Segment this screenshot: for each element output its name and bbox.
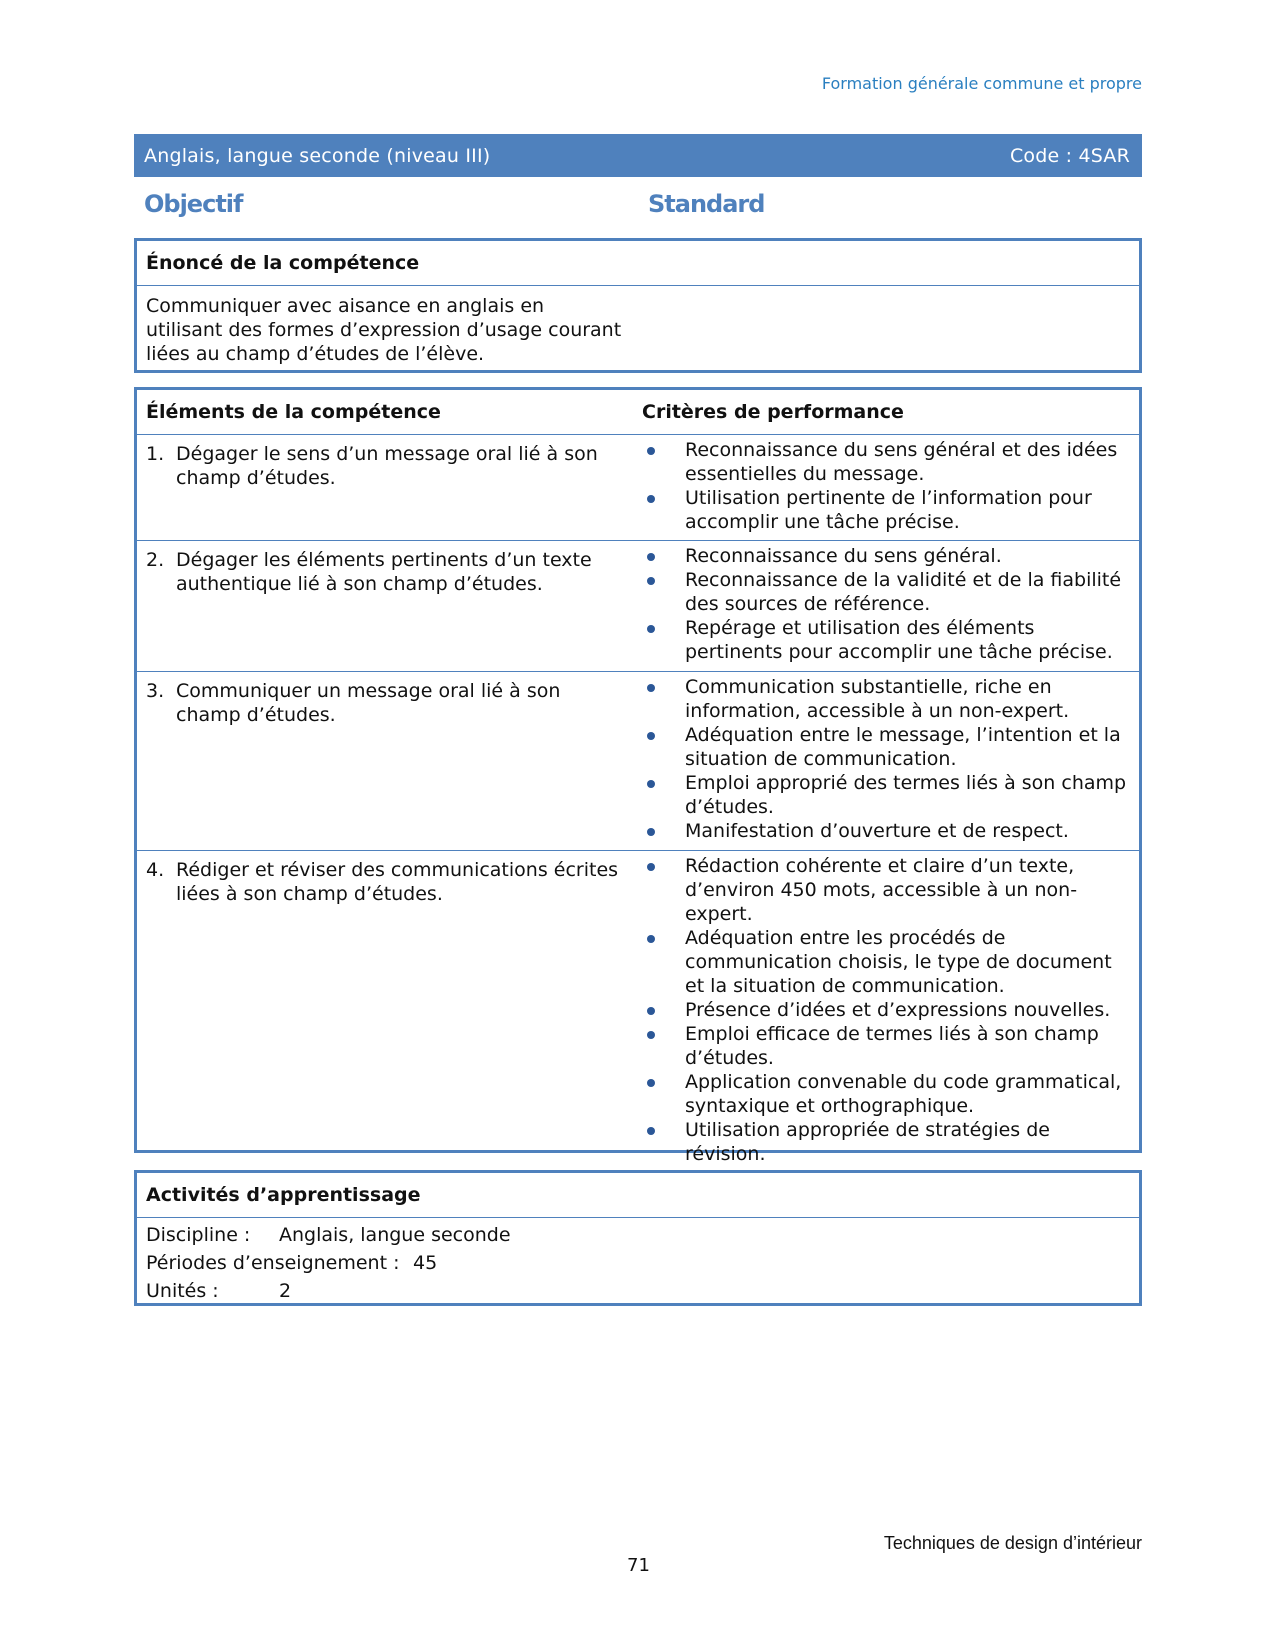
bullet-icon (641, 819, 685, 843)
bullet-icon (641, 544, 685, 568)
element-number: 2. (146, 549, 165, 571)
bullet-icon (641, 771, 685, 819)
enonce-text: Communiquer avec aisance en anglais en utilisant des formes d’expression d’usage courant liées au champ d’études de l’élève. (146, 295, 622, 365)
elements-column-header: Éléments de la compétence (146, 401, 441, 423)
discipline-label: Discipline : (146, 1224, 251, 1246)
element-text: Rédiger et réviser des communications écrites liées à son champ d’études. (176, 859, 619, 905)
bullet-icon (641, 1070, 685, 1118)
criterion-item: Rédaction cohérente et claire d’un texte, d’environ 450 mots, accessible à un non-expert. (641, 854, 1129, 926)
bullet-icon (641, 1022, 685, 1070)
criterion-item: Reconnaissance de la validité et de la fiabilité des sources de référence. (641, 568, 1129, 616)
footer-program: Techniques de design d’intérieur (883, 1533, 1142, 1553)
unites-label: Unités : (146, 1280, 219, 1302)
element-number: 4. (146, 859, 165, 881)
discipline-value: Anglais, langue seconde (279, 1224, 511, 1246)
activites-title: Activités d’apprentissage (137, 1173, 1139, 1218)
criterion-item: Utilisation appropriée de stratégies de révision. (641, 1118, 1129, 1166)
unites-line (146, 1277, 1130, 1305)
criterion-item: Emploi approprié des termes liés à son champ d’études. (641, 771, 1129, 819)
criterion-item: Reconnaissance du sens général et des idées essentielles du message. (641, 438, 1129, 486)
page-number: 71 (627, 1555, 650, 1576)
standard-heading: Standard (648, 190, 765, 218)
enonce-box (134, 238, 1142, 373)
running-header: Formation générale commune et propre (821, 74, 1142, 93)
unites-value: 2 (279, 1280, 292, 1302)
element-text: Communiquer un message oral lié à son champ d’études. (176, 680, 561, 726)
table-row (137, 672, 1139, 851)
criterion-item: Adéquation entre les procédés de communication choisis, le type de document et la situation de communication. (641, 926, 1129, 998)
bullet-icon (641, 1118, 685, 1166)
periodes-line (146, 1249, 1130, 1277)
criterion-item: Adéquation entre le message, l’intention et la situation de communication. (641, 723, 1129, 771)
bullet-icon (641, 998, 685, 1022)
bullet-icon (641, 616, 685, 664)
bullet-icon (641, 854, 685, 926)
criterion-item: Repérage et utilisation des éléments pertinents pour accomplir une tâche précise. (641, 616, 1129, 664)
table-row (137, 435, 1139, 541)
activites-box (134, 1170, 1142, 1306)
element-text: Dégager le sens d’un message oral lié à son champ d’études. (176, 443, 598, 489)
periodes-value: 45 (413, 1252, 438, 1274)
discipline-line (146, 1221, 1130, 1249)
enonce-title: Énoncé de la compétence (137, 241, 1139, 286)
elements-table (134, 387, 1142, 1165)
table-row (137, 851, 1139, 1165)
criteria-column-header: Critères de performance (642, 401, 904, 423)
bullet-icon (641, 438, 685, 486)
periodes-label: Périodes d’enseignement : (146, 1252, 400, 1274)
table-row (137, 541, 1139, 672)
criterion-item: Emploi efficace de termes liés à son champ d’études. (641, 1022, 1129, 1070)
criterion-item: Présence d’idées et d’expressions nouvelles. (641, 998, 1129, 1022)
objectif-heading: Objectif (144, 190, 243, 218)
element-text: Dégager les éléments pertinents d’un texte authentique lié à son champ d’études. (176, 549, 592, 595)
element-number: 3. (146, 680, 165, 702)
element-number: 1. (146, 443, 165, 465)
criterion-item: Manifestation d’ouverture et de respect. (641, 819, 1129, 843)
bullet-icon (641, 723, 685, 771)
course-code: Code : 4SAR (1009, 144, 1130, 167)
course-title-bar (134, 134, 1142, 177)
bullet-icon (641, 568, 685, 616)
criterion-item: Reconnaissance du sens général. (641, 544, 1129, 568)
criterion-item: Application convenable du code grammatical, syntaxique et orthographique. (641, 1070, 1129, 1118)
bullet-icon (641, 926, 685, 998)
elements-table-header (137, 390, 1139, 435)
bullet-icon (641, 486, 685, 534)
bullet-icon (641, 675, 685, 723)
criterion-item: Utilisation pertinente de l’information pour accomplir une tâche précise. (641, 486, 1129, 534)
course-name: Anglais, langue seconde (niveau III) (144, 144, 491, 167)
criterion-item: Communication substantielle, riche en information, accessible à un non-expert. (641, 675, 1129, 723)
